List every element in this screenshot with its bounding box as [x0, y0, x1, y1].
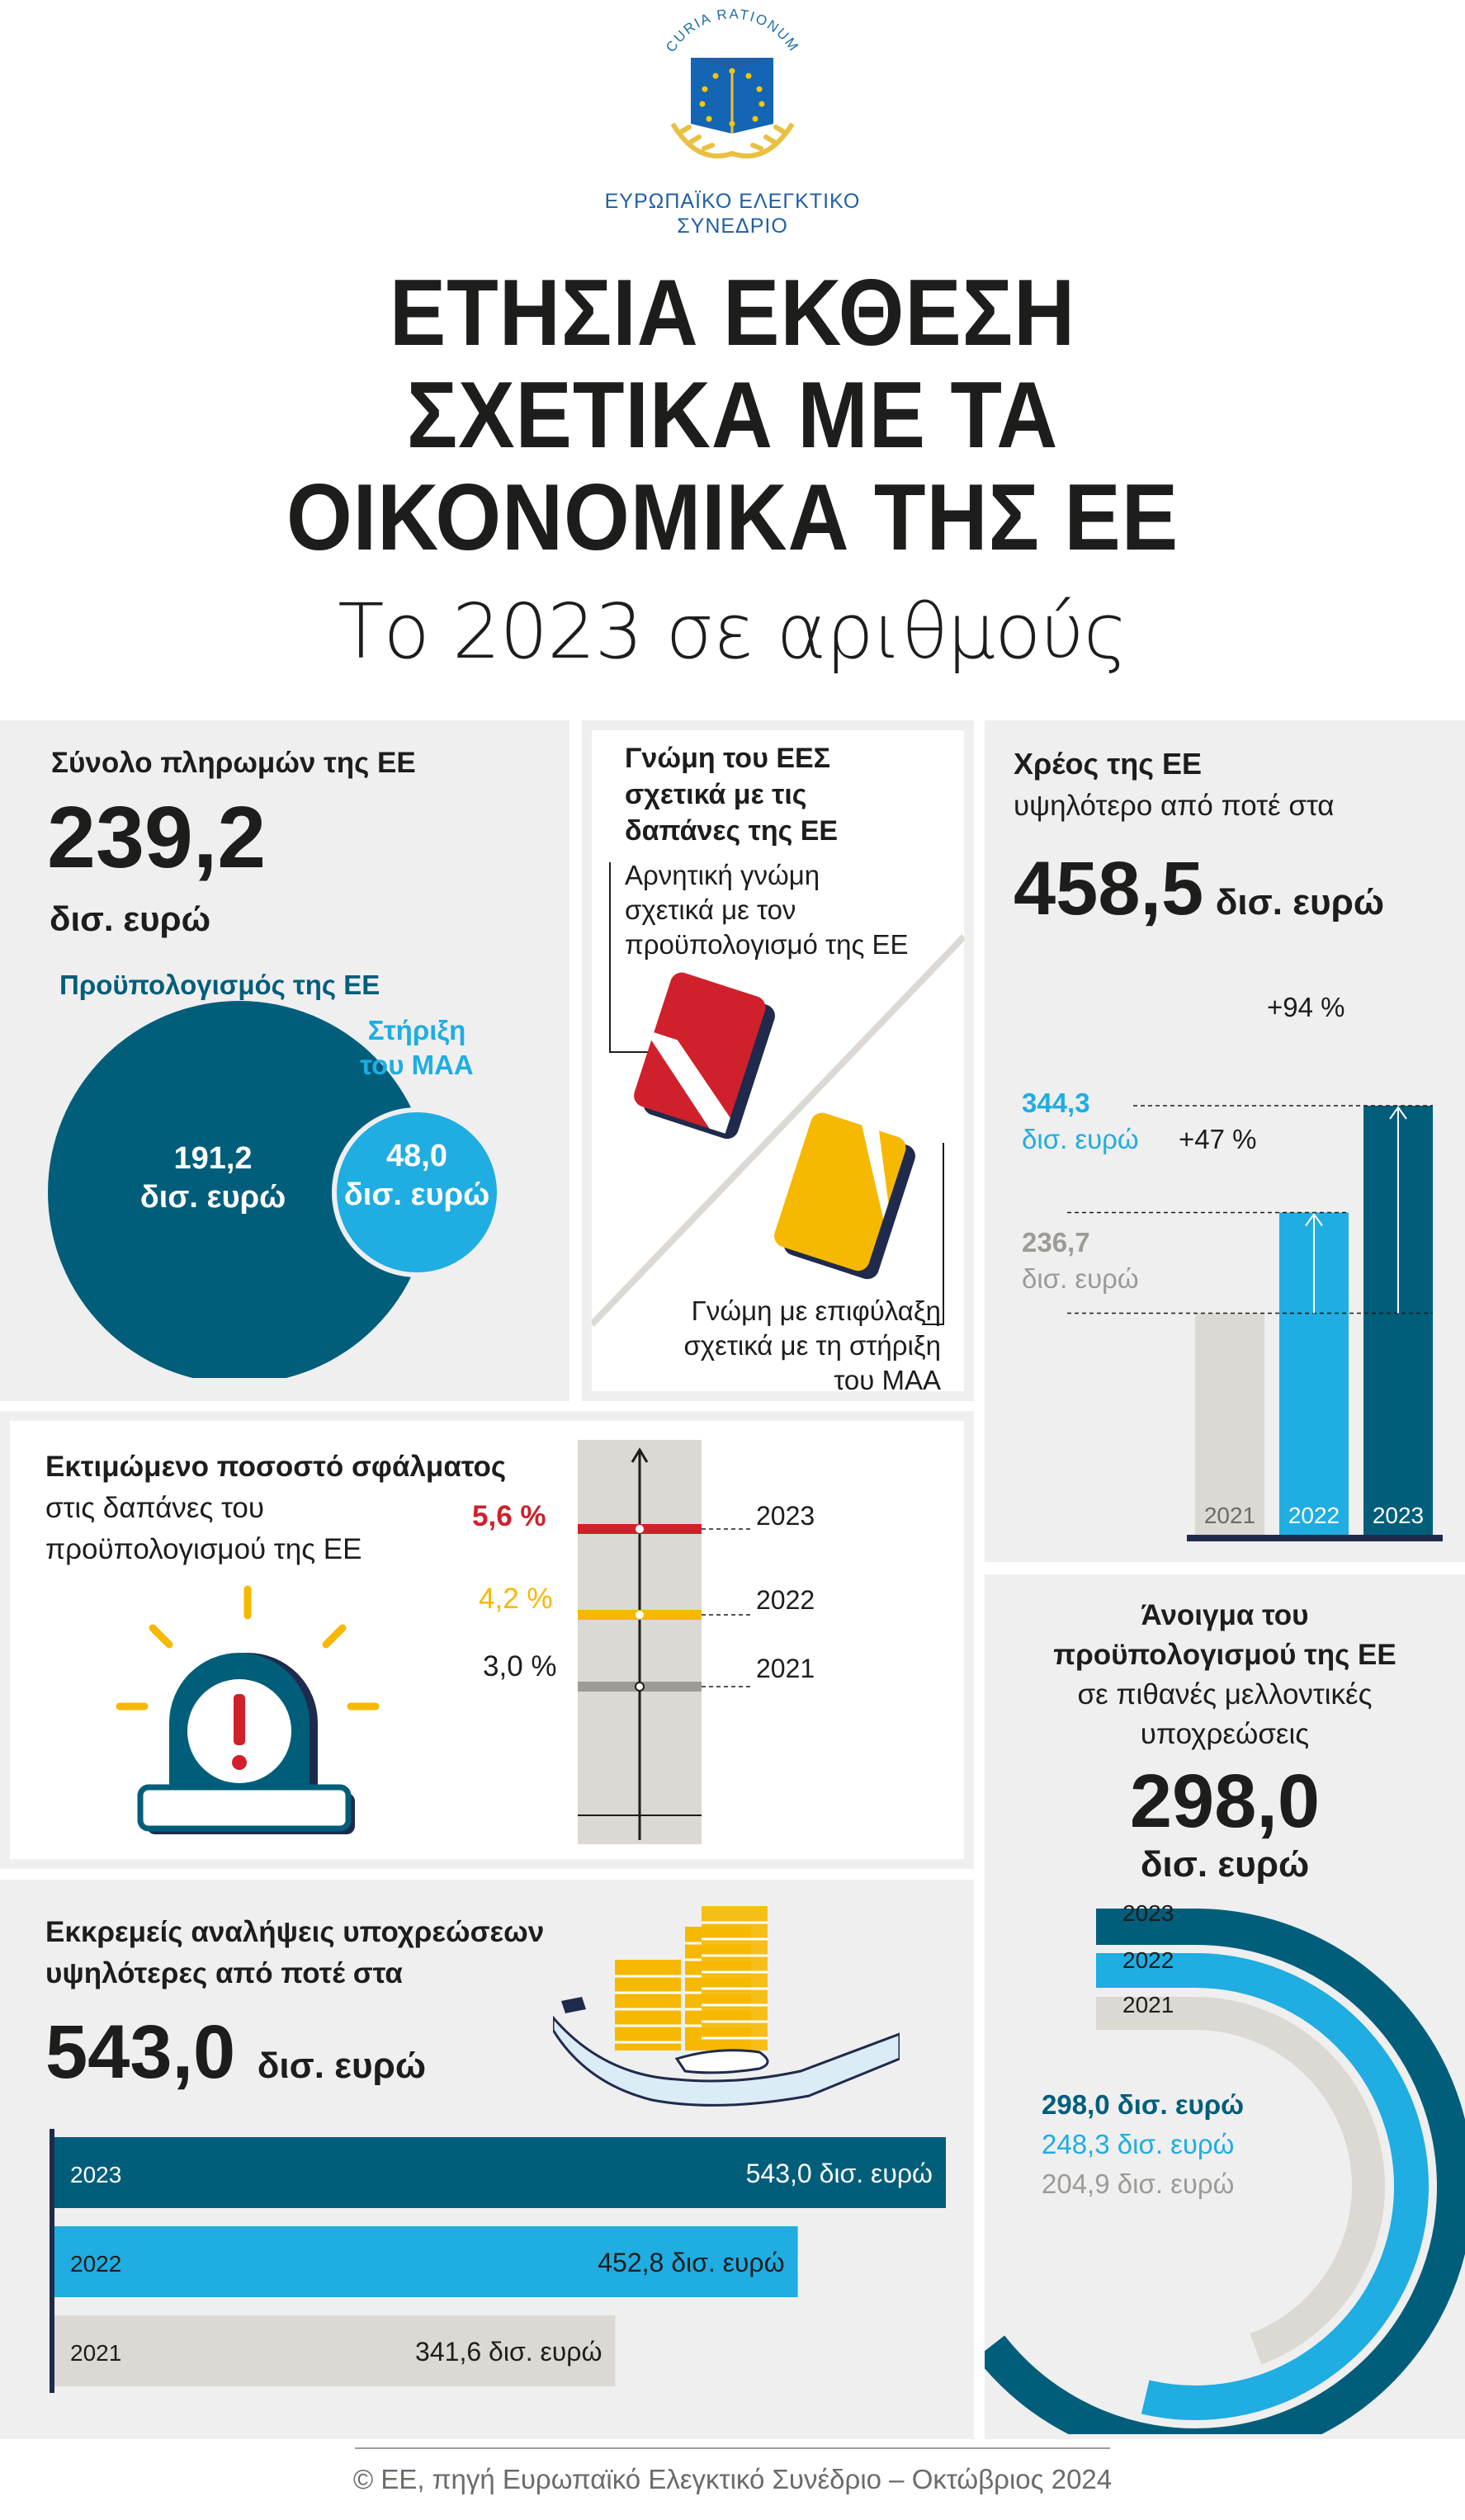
- eca-logo-icon: [640, 8, 825, 173]
- debt-bar-2021: [1195, 1314, 1264, 1535]
- opinion-title-1: Γνώμη του ΕΕΣ: [625, 743, 831, 774]
- exposure-year-2021: 2021: [1122, 1992, 1174, 2017]
- footer-rule: [355, 2447, 1110, 2449]
- logo: [640, 8, 825, 173]
- error-point-2021: [636, 1682, 644, 1691]
- exposure-subtitle-2: υποχρεώσεις: [1140, 1718, 1310, 1750]
- rrf-label-1: Στήριξη: [367, 1015, 466, 1045]
- qualified-opinion-2: σχετικά με τη στήριξη: [683, 1330, 941, 1361]
- exposure-year-2022: 2022: [1122, 1947, 1174, 1973]
- siren-icon: [107, 1583, 396, 1847]
- commitments-chart: [50, 2129, 957, 2418]
- payments-value: 239,2: [47, 789, 267, 886]
- coins-hand-icon: [553, 1894, 900, 2108]
- error-rate-chart: [561, 1440, 949, 1852]
- debt-change-2023: +94 %: [1267, 992, 1345, 1022]
- exposure-val-2021: 204,9 δισ. ευρώ: [1042, 2168, 1235, 2199]
- debt-label-2022-value: 344,3: [1022, 1088, 1090, 1118]
- qualified-opinion-1: Γνώμη με επιφύλαξη: [691, 1295, 941, 1326]
- commit-year-2023: 2023: [70, 2162, 122, 2187]
- payments-unit: δισ. ευρώ: [50, 899, 211, 938]
- error-rate-subtitle-2: προϋπολογισμού της ΕΕ: [45, 1533, 362, 1565]
- rrf-unit: δισ. ευρώ: [343, 1177, 490, 1212]
- negative-opinion-2: σχετικά με τον: [625, 894, 796, 925]
- commitments-headline: [45, 2007, 426, 2098]
- error-rate-2022: 4,2 %: [479, 1583, 553, 1615]
- debt-label-2021-value: 236,7: [1022, 1227, 1090, 1258]
- debt-label-2021-unit: δισ. ευρώ: [1022, 1263, 1139, 1294]
- commitments-title-1: Εκκρεμείς αναλήψεις υποχρεώσεων: [45, 1916, 545, 1948]
- logo-org-name-line1: ΕΥΡΩΠΑΪΚΟ ΕΛΕΓΚΤΙΚΟ: [604, 190, 861, 213]
- error-year-2021: 2021: [756, 1654, 815, 1683]
- opinion-title-3: δαπάνες της ΕΕ: [625, 815, 839, 847]
- debt-value: 458,5: [1014, 847, 1204, 931]
- qualified-opinion-3: του ΜΑΑ: [834, 1365, 941, 1395]
- exposure-title-1: Άνοιγμα του: [1141, 1599, 1309, 1631]
- commitments-value: 543,0: [45, 2010, 236, 2094]
- red-card-icon: [630, 970, 780, 1142]
- exposure-val-2023: 298,0 δισ. ευρώ: [1042, 2089, 1245, 2120]
- debt-label-2022-unit: δισ. ευρώ: [1022, 1124, 1139, 1154]
- svg-text:CURIA RATIONUM: [663, 8, 802, 55]
- error-point-2023: [636, 1525, 644, 1533]
- commitments-title-2: υψηλότερες από ποτέ στα: [45, 1957, 403, 1989]
- budget-value: 191,2: [173, 1141, 253, 1176]
- commit-year-2021: 2021: [70, 2340, 122, 2366]
- exposure-year-2023: 2023: [1122, 1900, 1174, 1926]
- opinion-title-2: σχετικά με τις: [625, 779, 807, 810]
- debt-chart-baseline: [1187, 1535, 1443, 1541]
- footer-credit: © ΕΕ, πηγή Ευρωπαϊκό Ελεγκτικό Συνέδριο – Οκτώβριος 2024: [352, 2464, 1113, 2494]
- budget-label: Προϋπολογισμός της ΕΕ: [59, 970, 380, 1000]
- commit-axis: [50, 2129, 54, 2393]
- commit-value-2023: 543,0 δισ. ευρώ: [745, 2159, 933, 2188]
- yellow-card-icon: [770, 1110, 920, 1282]
- debt-title: Χρέος της ΕΕ: [1014, 747, 1203, 781]
- logo-motto: CURIA RATIONUM: [662, 8, 802, 55]
- exposure-title-2: προϋπολογισμού της ΕΕ: [1053, 1639, 1396, 1671]
- exposure-subtitle-1: σε πιθανές μελλοντικές: [1077, 1678, 1373, 1711]
- title-line1: ΕΤΗΣΙΑ ΕΚΘΕΣΗ: [389, 261, 1076, 366]
- rrf-label-2: του ΜΑΑ: [360, 1050, 474, 1080]
- opinion-cards-graphic: [592, 730, 964, 1391]
- budget-unit: δισ. ευρώ: [139, 1180, 286, 1215]
- title-line2: ΣΧΕΤΙΚΑ ΜΕ ΤΑ: [406, 363, 1059, 468]
- error-rate-2023: 5,6 %: [472, 1500, 546, 1532]
- debt-headline: [1014, 843, 1384, 934]
- debt-unit: δισ. ευρώ: [1215, 882, 1385, 923]
- commitments-unit: δισ. ευρώ: [257, 2046, 427, 2086]
- error-rate-title: Εκτιμώμενο ποσοστό σφάλματος: [45, 1451, 507, 1483]
- payments-title: Σύνολο πληρωμών της ΕΕ: [51, 747, 416, 779]
- page-subtitle: Το 2023 σε αριθμούς: [338, 588, 1127, 676]
- debt-bar-label-2023: 2023: [1372, 1503, 1425, 1528]
- negative-opinion-1: Αρνητική γνώμη: [625, 860, 820, 890]
- error-year-2022: 2022: [756, 1585, 815, 1615]
- commit-value-2021: 341,6 δισ. ευρώ: [415, 2337, 603, 2367]
- rrf-value: 48,0: [386, 1139, 447, 1173]
- error-rate-2021: 3,0 %: [483, 1650, 557, 1682]
- negative-opinion-3: προϋπολογισμό της ΕΕ: [625, 929, 909, 960]
- error-rate-subtitle-1: στις δαπάνες του: [45, 1492, 265, 1524]
- debt-subtitle: υψηλότερο από ποτέ στα: [1014, 790, 1335, 822]
- exposure-val-2022: 248,3 δισ. ευρώ: [1042, 2129, 1235, 2159]
- exposure-chart: [985, 1890, 1465, 2434]
- exposure-unit: δισ. ευρώ: [1140, 1844, 1310, 1885]
- debt-bar-label-2021: 2021: [1203, 1503, 1256, 1528]
- error-year-2023: 2023: [756, 1501, 815, 1531]
- error-point-2022: [636, 1611, 644, 1619]
- title-line3: ΟΙΚΟΝΟΜΙΚΑ ΤΗΣ ΕΕ: [286, 465, 1179, 570]
- commit-value-2022: 452,8 δισ. ευρώ: [598, 2248, 785, 2277]
- commit-year-2022: 2022: [70, 2251, 122, 2277]
- debt-change-2022: +47 %: [1179, 1124, 1257, 1154]
- debt-bar-label-2022: 2022: [1288, 1503, 1340, 1528]
- logo-org-name-line2: ΣΥΝΕΔΡΙΟ: [677, 215, 788, 238]
- exposure-value: 298,0: [1129, 1759, 1321, 1843]
